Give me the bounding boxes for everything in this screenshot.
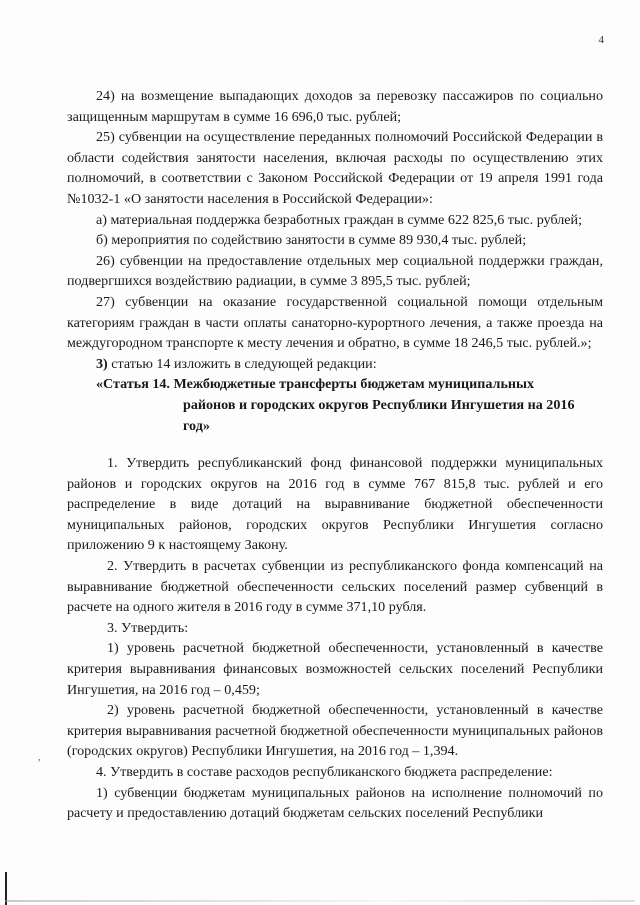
paragraph-25b: б) мероприятия по содействию занятости в сумме 89 930,4 тыс. рублей;: [96, 232, 527, 249]
paragraph-3-number: 3): [96, 355, 108, 372]
section-3-item-2: 2) уровень расчетной бюджетной обеспеченности, установленный в качестве критерия выравнивания расчетной бюджетной обеспеченности муниципальных районов (городских округов) Республики Ингушетия, на 2016 год – 1,394.: [67, 702, 603, 760]
paragraph-24: 24) на возмещение выпадающих доходов за перевозку пассажиров по социально защищенным маршрутам в сумме 16 696,0 тыс. рублей;: [67, 88, 603, 125]
document-body: [67, 86, 603, 824]
section-3-item-1: 1) уровень расчетной бюджетной обеспеченности, установленный в качестве критерия выравнивания финансовых возможностей сельских поселений Республики Ингушетия, на 2016 год – 0,459;: [67, 640, 603, 698]
paragraph-27: 27) субвенции на оказание государственной социальной помощи отдельным категориям граждан в части оплаты санаторно-курортного лечения, а также проезда на междугородном транспорте к месту лечения и обратно, в сумме 18 246,5 тыс. рублей.»;: [67, 293, 603, 352]
paragraph-3: [67, 354, 603, 375]
article-heading-line-1: «Статья 14. Межбюджетные трансферты бюджетам муниципальных: [96, 376, 535, 393]
section-4-item-1: 1) субвенции бюджетам муниципальных районов на исполнение полномочий по расчету и предоставлению дотаций бюджетам сельских поселений Республики: [67, 784, 603, 822]
scan-bottom-artifact: [5, 900, 635, 902]
paragraph-3-text: статью 14 изложить в следующей редакции:: [107, 355, 377, 372]
section-2: 2. Утвердить в расчетах субвенции из республиканского фонда компенсаций на выравнивание бюджетной обеспеченности сельских поселений размер субвенций в расчете на одного жителя в 2016 году в сумме 371,10 рубля.: [67, 558, 603, 616]
paragraph-25a: а) материальная поддержка безработных граждан в сумме 622 825,6 тыс. рублей;: [96, 211, 583, 228]
article-heading-line-2: районов и городских округов Республики Ингушетия на 2016 год»: [183, 396, 575, 434]
paragraph-25: 25) субвенции на осуществление переданных полномочий Российской Федерации в области содействия занятости населения, включая расходы по осуществлению этих полномочий, в соответствии с Законом Российской Федерации от 19 апреля 1991 года №1032-1 «О занятости населения в Российской Федерации»:: [67, 129, 603, 207]
section-4: 4. Утвердить в составе расходов республиканского бюджета распределение:: [96, 764, 553, 780]
page-number: 4: [598, 34, 604, 46]
section-1: 1. Утвердить республиканский фонд финансовой поддержки муниципальных районов и городских округов на 2016 год в сумме 767 815,8 тыс. рублей и его распределение в виде дотаций на выравнивание бюджетной обеспеченности муниципальных районов, городских округов Республики Ингушетия согласно приложению 9 к настоящему Закону.: [67, 455, 603, 554]
section-3: 3. Утвердить:: [107, 619, 189, 636]
paragraph-26: 26) субвенции на предоставление отдельных мер социальной поддержки граждан, подвергшихся воздействию радиации, в сумме 3 895,5 тыс. рублей;: [67, 252, 603, 290]
margin-tick-mark: ,: [38, 752, 41, 763]
